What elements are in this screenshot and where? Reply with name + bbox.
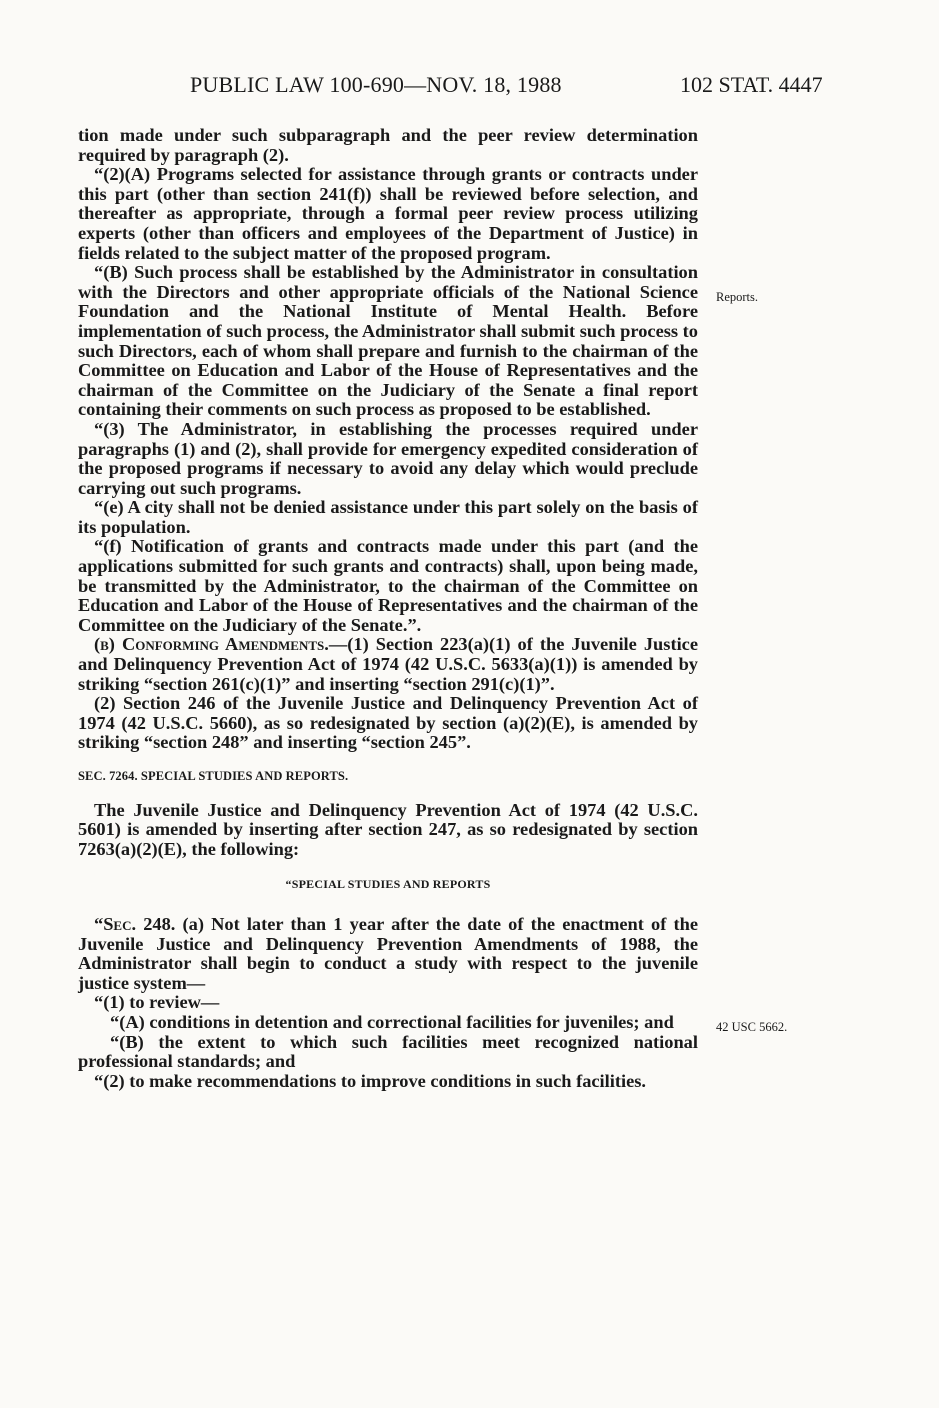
section-label: “Sec. [94, 913, 137, 934]
paragraph: (2) Section 246 of the Juvenile Justice and Delinquency Prevention Act of 1974 (42 U.S.C. 5660), as so redesignated by section (a)(2)(E), is amended by striking “section 248” and inserting “section 245”. [78, 693, 698, 753]
paragraph: “(2)(A) Programs selected for assistance through grants or contracts under this part (other than section 241(f)) shall be reviewed before selection, and thereafter as appropriate, through a formal peer review process utilizing experts (other than officers and employees of the Department of Justice) in fields related to the subject matter of the proposed program. [78, 164, 698, 263]
paragraph: “(e) A city shall not be denied assistance under this part solely on the basis of its population. [78, 497, 698, 537]
list-item: “(B) the extent to which such facilities meet recognized national professional standards; and [78, 1031, 698, 1072]
section-heading: SEC. 7264. SPECIAL STUDIES AND REPORTS. [78, 769, 349, 783]
list-item: “(2) to make recommendations to improve conditions in such facilities. [94, 1070, 647, 1091]
list-item: “(1) to review— [94, 992, 220, 1013]
conforming-amendments-label: (b) Conforming Amendments. [94, 634, 329, 655]
paragraph: “(3) The Administrator, in establishing the processes required under paragraphs (1) and (2), shall provide for emergency expedited consideration of the proposed programs if necessary to avoid any delay which would preclude carrying out such programs. [78, 418, 698, 498]
margin-note-reports: Reports. [716, 290, 759, 304]
paragraph: The Juvenile Justice and Delinquency Prevention Act of 1974 (42 U.S.C. 5601) is amended by inserting after section 247, as so redesignated by section 7263(a)(2)(E), the following: [78, 799, 698, 859]
running-header-title: PUBLIC LAW 100-690—NOV. 18, 1988 [190, 72, 562, 97]
paragraph: tion made under such subparagraph and the peer review determination required by paragraph (2). [78, 125, 698, 165]
statute-page-number: 102 STAT. 4447 [680, 72, 823, 97]
paragraph: “(B) Such process shall be established by the Administrator in consultation with the Directors and other appropriate officials of the National Science Foundation and the National Institute of Mental Health. Before implementation of such process, the Administrator shall submit such process to such Directors, each of whom shall prepare and furnish to the chairman of the Committee on Education and Labor of the House of Representatives and the chairman of the Committee on the Judiciary of the Senate a final report containing their comments on such process as proposed to be established. [78, 262, 698, 420]
margin-note-usc: 42 USC 5662. [716, 1020, 788, 1034]
paragraph [78, 635, 698, 694]
paragraph-text: 248. (a) Not later than 1 year after the date of the enactment of the Juvenile Justice and Delinquency Prevention Amendments of 1988, the Administrator shall begin to conduct a study with respect to the juvenile justice system— [78, 913, 698, 993]
body-text [78, 126, 698, 1091]
paragraph-text: —(1) Section 223(a)(1) of the Juvenile Justice and Delinquency Prevention Act of 1974 (42 U.S.C. 5633(a)(1)) is amended by striking “section 261(c)(1)” and inserting “section 291(c)(1)”. [78, 634, 699, 694]
inserted-section-heading: “SPECIAL STUDIES AND REPORTS [285, 877, 491, 892]
paragraph: “(f) Notification of grants and contracts made under this part (and the applications submitted for such grants and contracts) shall, upon being made, be transmitted by the Administrator, to the chairman of the Committee on Education and Labor of the House of Representatives and the chairman of the Committee on the Judiciary of the Senate.”. [78, 536, 698, 635]
paragraph [78, 915, 698, 993]
list-item: “(A) conditions in detention and correctional facilities for juveniles; and [110, 1011, 674, 1032]
